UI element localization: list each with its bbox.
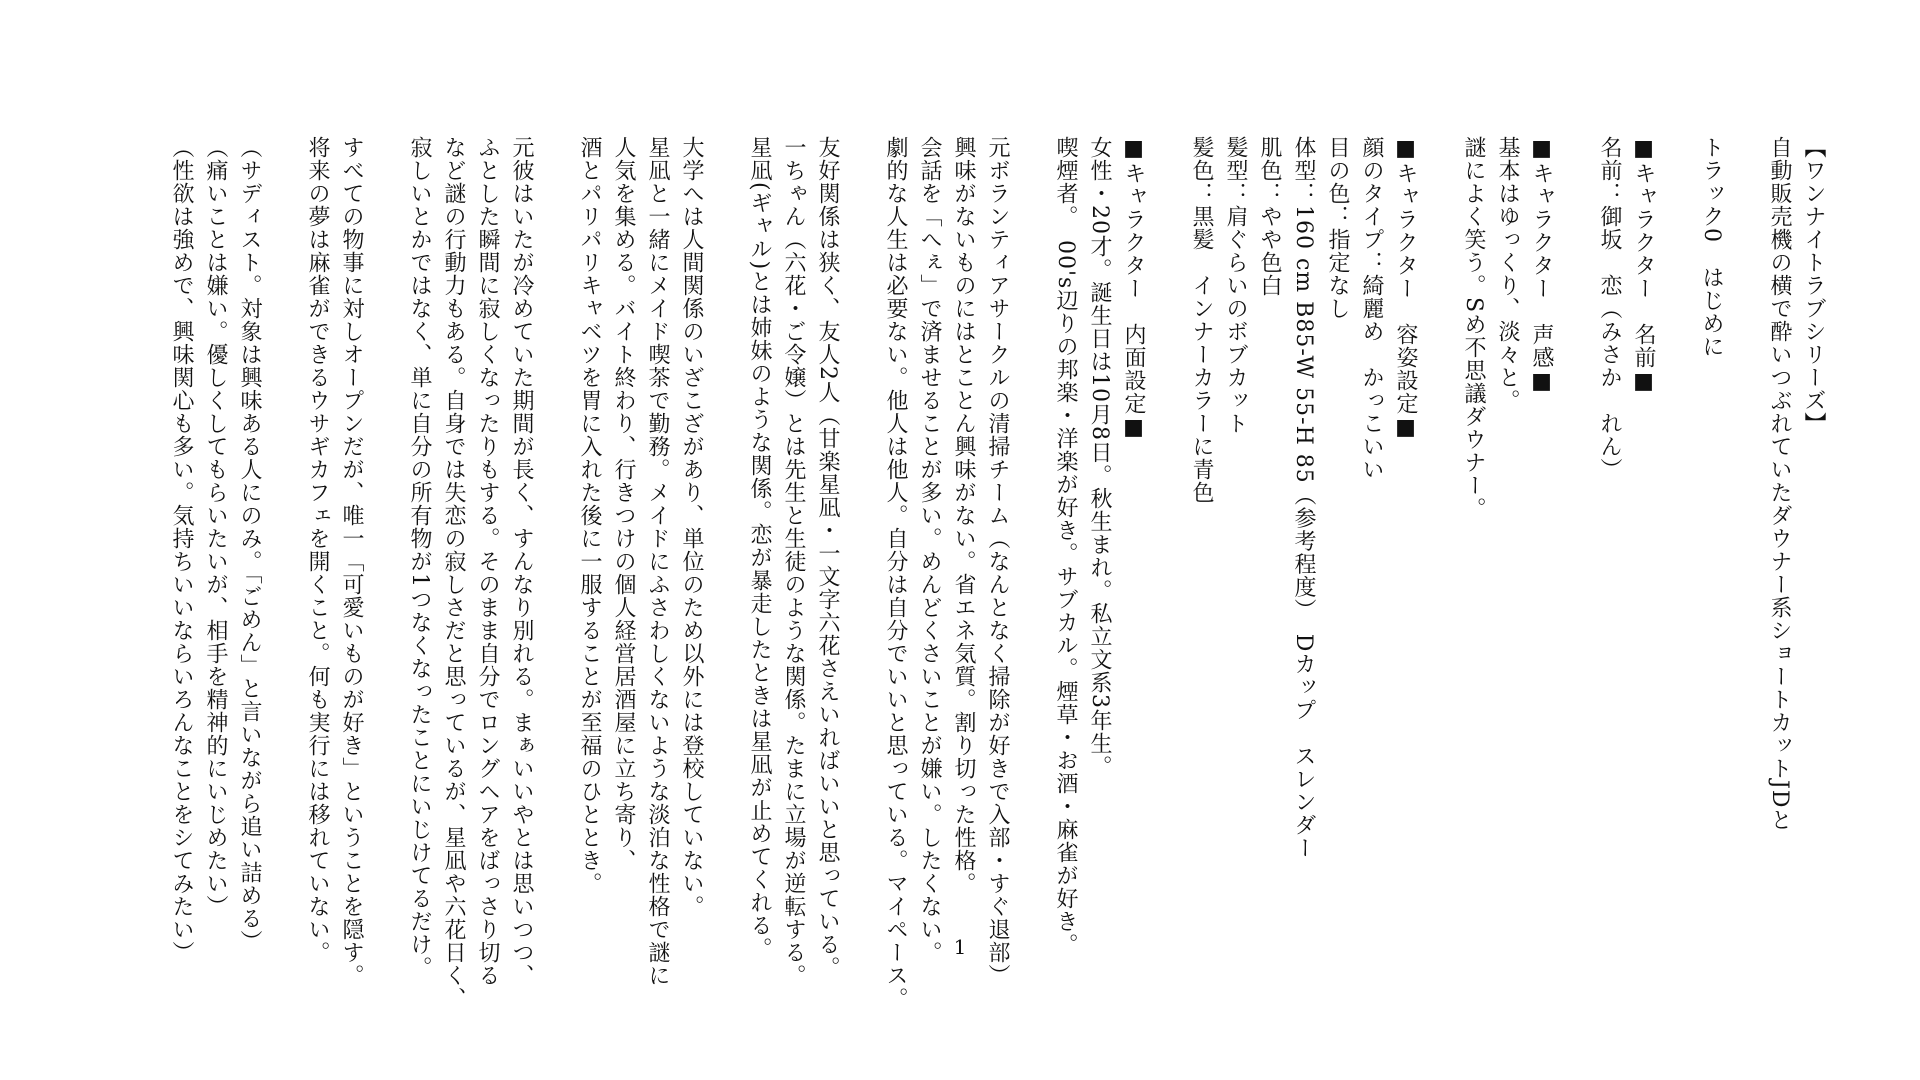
blank-line (844, 136, 878, 896)
blank-line (1014, 136, 1048, 896)
text-line: ふとした瞬間に寂しくなったりもする。そのまま自分でロングヘアをばっさり切る (475, 136, 500, 987)
page-number: 1 (953, 935, 967, 959)
text-line: 酒とパリパリキャベツを胃に入れた後に一服することが至福のひととき。 (577, 136, 602, 895)
text-line: 興味がないものにはとことん興味がない。省エネ気質。割り切った性格。 (951, 136, 976, 895)
text-line: など謎の行動力もある。自身では失恋の寂しさだと思っているが、星凪や六花日く、 (441, 136, 466, 1010)
text-line: 目の色：指定なし (1325, 136, 1350, 320)
text-line: 星凪(ギャル)とは姉妹のような関係。恋が暴走したときは星凪が止めてくれる。 (747, 136, 772, 961)
text-line: トラック0 はじめに (1699, 136, 1724, 358)
text-line: ■キャラクター 名前■ (1631, 136, 1656, 395)
blank-line (1558, 136, 1592, 896)
blank-line (368, 136, 402, 896)
text-line: 人気を集める。バイト終わり、行きつけの個人経営居酒屋に立ち寄り、 (611, 136, 636, 872)
text-line: 顔のタイプ：綺麗め かっこいい (1359, 136, 1384, 481)
text-line: 寂しいとかではなく、単に自分の所有物が1つなくなったことにいじけてるだけ。 (407, 136, 432, 979)
text-line: 星凪と一緒にメイド喫茶で勤務。メイドにふさわしくないような淡泊な性格で謎に (645, 136, 670, 987)
text-line: 女性・20才。誕生日は10月8日。秋生まれ。私立文系3年生。 (1087, 136, 1112, 778)
text-line: 元彼はいたが冷めていた期間が長く、すんなり別れる。まぁいいやとは思いつつ、 (509, 136, 534, 987)
text-line: 髪色：黒髪 インナーカラーに青色 (1189, 136, 1214, 504)
text-line: 体型：160 cm B85-W 55-H 85（参考程度） Dカップ スレンダー (1291, 136, 1316, 860)
text-line: 大学へは人間関係のいざこざがあり、単位のため以外には登校していない。 (679, 136, 704, 918)
blank-line (708, 136, 742, 896)
text-line: 会話を「へぇ」で済ませることが多い。めんどくさいことが嫌い。したくない。 (917, 136, 942, 964)
text-line: （性欲は強めで、興味関心も多い。気持ちいいならいろんなことをシてみたい） (169, 136, 194, 964)
blank-line (1660, 136, 1694, 896)
text-line: 肌色：やや色白 (1257, 136, 1282, 297)
text-line: 髪型：肩ぐらいのボブカット (1223, 136, 1248, 435)
text-line: ■キャラクター 声感■ (1529, 136, 1554, 395)
text-line: 自動販売機の横で酔いつぶれていたダウナー系ショートカットJDと (1767, 136, 1792, 832)
text-line: 名前：御坂 恋（みさか れん） (1597, 136, 1622, 481)
text-line: 喫煙者。 00's辺りの邦楽・洋楽が好き。サブカル。煙草・お酒・麻雀が好き。 (1053, 136, 1078, 957)
text-line: 劇的な人生は必要ない。他人は他人。自分は自分でいいと思っている。マイペース。 (883, 136, 908, 1010)
text-line: 基本はゆっくり、淡々と。 (1495, 136, 1520, 412)
text-line: 将来の夢は麻雀ができるウサギカフェを開くこと。何も実行には移れていない。 (305, 136, 330, 964)
text-line: （サディスト。対象は興味ある人にのみ。「ごめん」と言いながら追い詰める） (237, 136, 262, 953)
text-line: 一ちゃん（六花・ご令嬢）とは先生と生徒のような関係。たまに立場が逆転する。 (781, 136, 806, 987)
blank-line (266, 136, 300, 896)
blank-line (538, 136, 572, 896)
text-line: （痛いことは嫌い。優しくしてもらいたいが、相手を精神的にいじめたい） (203, 136, 228, 918)
blank-line (1422, 136, 1456, 896)
text-line: ■キャラクター 容姿設定■ (1393, 136, 1418, 441)
blank-line (1728, 136, 1762, 896)
text-line: 謎によく笑う。Sめ不思議ダウナー。 (1461, 136, 1486, 521)
text-line: ■キャラクター 内面設定■ (1121, 136, 1146, 441)
text-line: 【ワンナイトラブシリーズ】 (1801, 136, 1826, 435)
text-line: すべての物事に対しオープンだが、唯一「可愛いものが好き」ということを隠す。 (339, 136, 364, 987)
blank-line (1150, 136, 1184, 896)
text-line: 元ボランティアサークルの清掃チーム（なんとなく掃除が好きで入部・すぐ退部） (985, 136, 1010, 987)
text-line: 友好関係は狭く、友人2人（甘楽星凪・一文字六花さえいればいいと思っている。 (815, 136, 840, 979)
document-body (164, 136, 1830, 1010)
